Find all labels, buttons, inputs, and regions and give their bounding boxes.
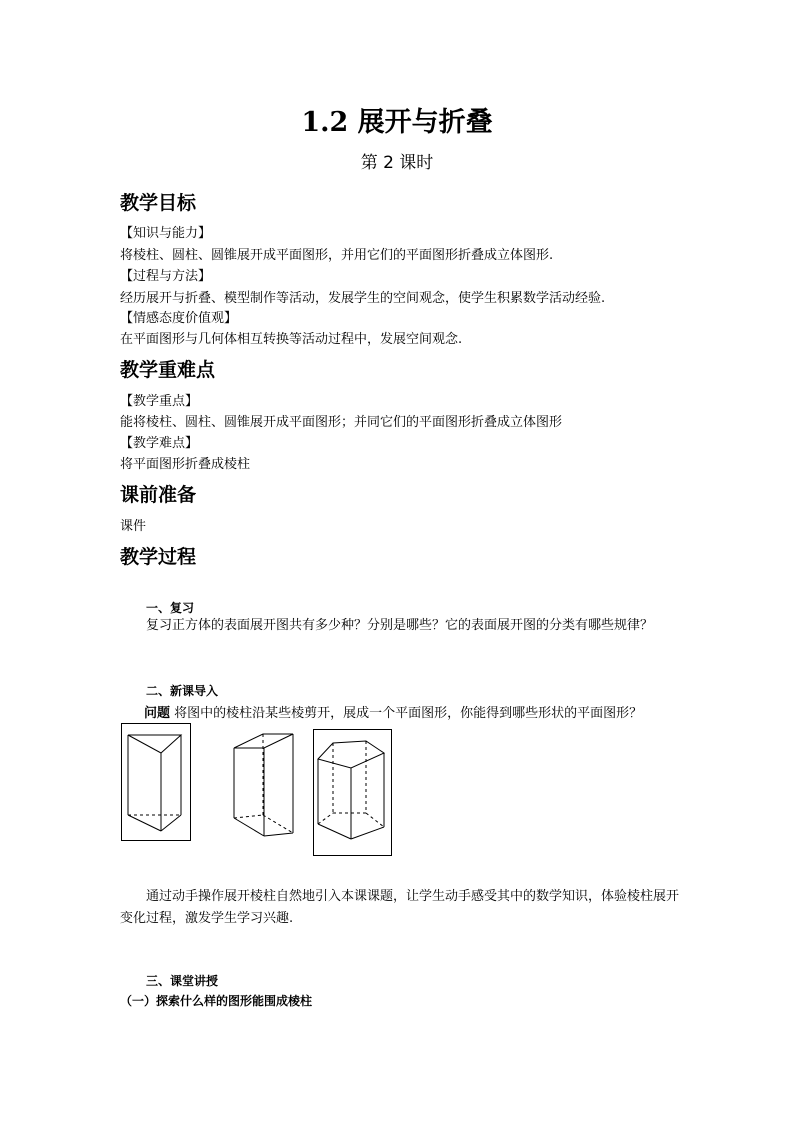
teach-subheading: （一）探索什么样的图形能围成棱柱 bbox=[120, 994, 313, 1008]
page-title: 1.2 展开与折叠 bbox=[301, 107, 493, 138]
focus-label: 【教学重点】 bbox=[120, 394, 199, 409]
process-method-text: 经历展开与折叠、模型制作等活动，发展学生的空间观念，使学生积累数学活动经验. bbox=[120, 291, 606, 306]
knowledge-label: 【知识与能力】 bbox=[120, 226, 212, 241]
emotion-text: 在平面图形与几何体相互转换等活动过程中，发展空间观念. bbox=[120, 332, 463, 347]
focus-text: 能将棱柱、圆柱、圆锥展开成平面图形；并同它们的平面图形折叠成立体图形 bbox=[120, 415, 563, 430]
intro-paragraph: 通过动手操作展开棱柱自然地引入本课课题，让学生动手感受其中的数学知识，体验棱柱展开变化过程，激发学生学习兴趣. bbox=[120, 889, 680, 926]
pentagonal-prism-figure bbox=[313, 729, 392, 856]
keypoints-heading: 教学重难点 bbox=[120, 359, 216, 381]
quadrangular-prism-figure bbox=[233, 733, 297, 837]
question-line bbox=[144, 702, 642, 721]
emotion-label: 【情感态度价值观】 bbox=[120, 311, 238, 326]
intro-label: 二、新课导入 bbox=[146, 684, 219, 698]
process-method-label: 【过程与方法】 bbox=[120, 269, 212, 284]
difficulty-text: 将平面图形折叠成棱柱 bbox=[120, 457, 251, 472]
review-text: 复习正方体的表面展开图共有多少种？分别是哪些？它的表面展开图的分类有哪些规律？ bbox=[146, 618, 654, 633]
prep-text: 课件 bbox=[120, 519, 147, 534]
objectives-heading: 教学目标 bbox=[120, 192, 197, 214]
difficulty-label: 【教学难点】 bbox=[120, 436, 199, 451]
page-subtitle: 第 2 课时 bbox=[360, 153, 434, 173]
teach-label: 三、课堂讲授 bbox=[146, 974, 219, 988]
prep-heading: 课前准备 bbox=[120, 484, 197, 506]
triangular-prism-figure bbox=[121, 723, 191, 841]
question-label: 问题 bbox=[144, 706, 171, 721]
knowledge-text: 将棱柱、圆柱、圆锥展开成平面图形，并用它们的平面图形折叠成立体图形. bbox=[120, 248, 554, 263]
question-text: 将图中的棱柱沿某些棱剪开，展成一个平面图形，你能得到哪些形状的平面图形？ bbox=[170, 706, 643, 721]
process-heading: 教学过程 bbox=[120, 546, 197, 568]
review-label: 一、复习 bbox=[146, 601, 195, 615]
